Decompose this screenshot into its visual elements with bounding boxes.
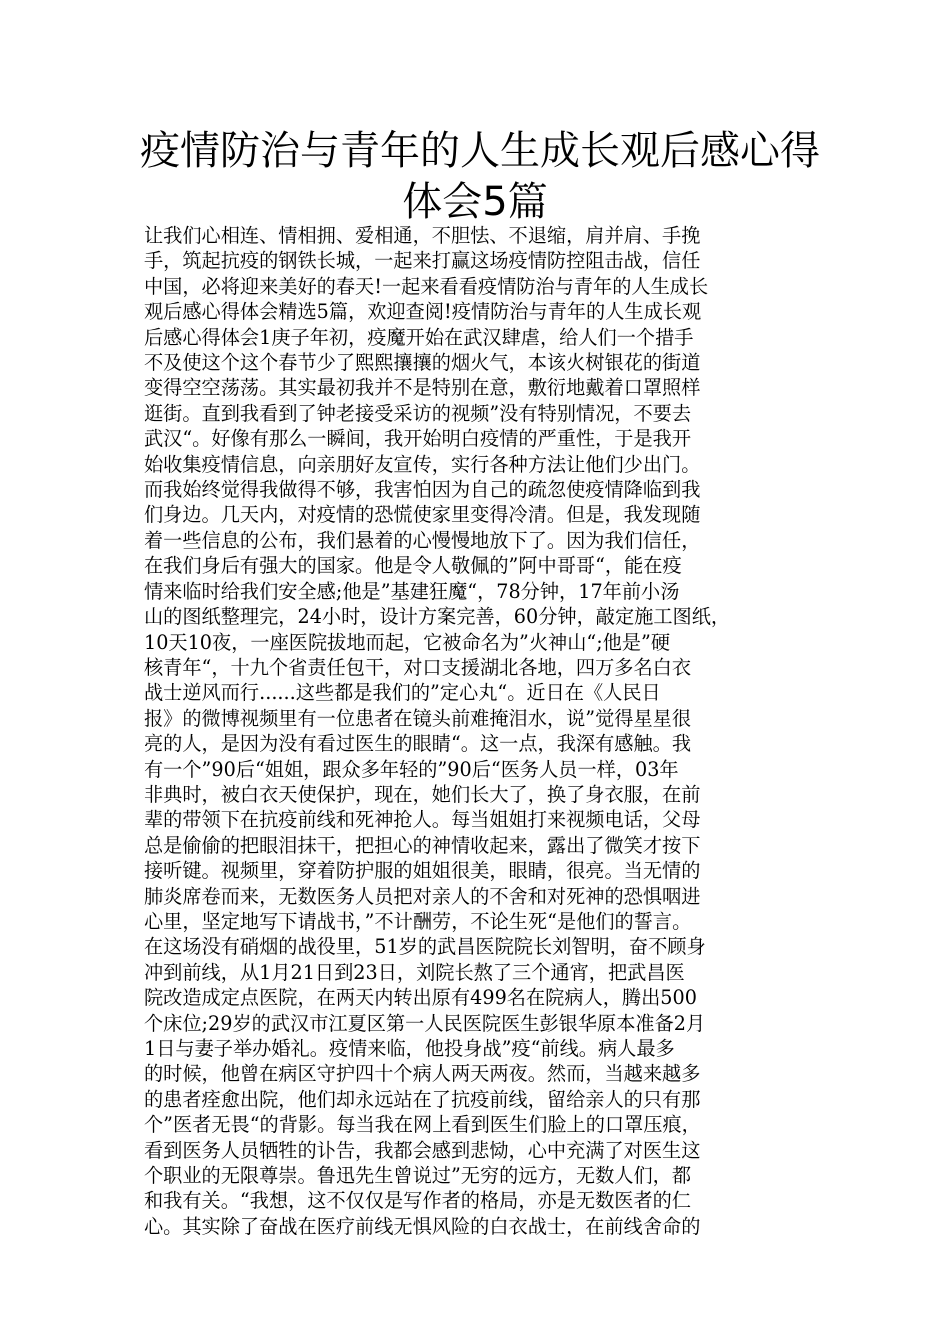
body-line: 中国，必将迎来美好的春天!一起来看看疫情防治与青年的人生成长 xyxy=(144,274,709,298)
body-line: 和我有关。“我想，这不仅仅是写作者的格局，亦是无数医者的仁 xyxy=(144,1189,692,1213)
body-line: 核青年“，十九个省责任包干，对口支援湖北各地，四万多名白衣 xyxy=(144,655,692,679)
title-line: 疫情防治与青年的人生成长观后感心得 xyxy=(140,128,820,174)
body-line: 在我们身后有强大的国家。他是令人敬佩的”阿中哥哥“，能在疫 xyxy=(144,554,682,578)
body-line: 心。其实除了奋战在医疗前线无惧风险的白衣战士，在前线舍命的 xyxy=(144,1214,701,1238)
body-line: 个”医者无畏“的背影。每当我在网上看到医生们脸上的口罩压痕， xyxy=(144,1113,701,1137)
body-line: 始收集疫情信息，向亲朋好友宣传，实行各种方法让他们少出门。 xyxy=(144,452,701,476)
body-line: 山的图纸整理完，24小时，设计方案完善，60分钟，敲定施工图纸， xyxy=(144,605,731,629)
body-line: 院改造成定点医院，在两天内转出原有499名在院病人，腾出500 xyxy=(144,986,697,1010)
body-line: 个职业的无限尊崇。鲁迅先生曾说过”无穷的远方，无数人们，都 xyxy=(144,1164,692,1188)
body-line: 而我始终觉得我做得不够，我害怕因为自己的疏忽使疫情降临到我 xyxy=(144,478,701,502)
title-line: 体会5篇 xyxy=(402,179,548,225)
body-line: 逛街。直到我看到了钟老接受采访的视频”没有特别情况，不要去 xyxy=(144,401,692,425)
body-line: 有一个”90后“姐姐，跟众多年轻的”90后“医务人员一样，03年 xyxy=(144,757,679,781)
body-line: 的患者痊愈出院，他们却永远站在了抗疫前线，留给亲人的只有那 xyxy=(144,1087,701,1111)
body-line: 10天10夜，一座医院拔地而起，它被命名为”火神山“;他是”硬 xyxy=(144,630,671,654)
body-line: 战士逆风而行......这些都是我们的”定心丸“。近日在《人民日 xyxy=(144,681,661,705)
body-line: 报》的微博视频里有一位患者在镜头前难掩泪水，说”觉得星星很 xyxy=(144,706,692,730)
body-line: 总是偷偷的把眼泪抹干，把担心的神情收起来，露出了微笑才按下 xyxy=(144,833,701,857)
document-body xyxy=(144,223,824,1239)
body-line: 辈的带领下在抗疫前线和死神抢人。每当姐姐打来视频电话，父母 xyxy=(144,808,701,832)
body-line: 的时候，他曾在病区守护四十个病人两天两夜。然而，当越来越多 xyxy=(144,1062,701,1086)
body-line: 心里，坚定地写下请战书，”不计酬劳，不论生死“是他们的誓言。 xyxy=(144,909,692,933)
body-line: 冲到前线，从1月21日到23日，刘院长熬了三个通宵，把武昌医 xyxy=(144,960,685,984)
body-line: 非典时，被白衣天使保护，现在，她们长大了，换了身衣服，在前 xyxy=(144,782,701,806)
body-line: 亮的人，是因为没有看过医生的眼睛“。这一点，我深有感触。我 xyxy=(144,732,692,756)
body-line: 看到医务人员牺牲的讣告，我都会感到悲恸，心中充满了对医生这 xyxy=(144,1138,701,1162)
body-line: 着一些信息的公布，我们悬着的心慢慢地放下了。因为我们信任， xyxy=(144,528,701,552)
body-line: 情来临时给我们安全感;他是”基建狂魔“，78分钟，17年前小汤 xyxy=(144,579,680,603)
document-title xyxy=(140,126,820,228)
body-line: 接听键。视频里，穿着防护服的姐姐很美，眼睛，很亮。当无情的 xyxy=(144,859,701,883)
body-line: 肺炎席卷而来，无数医务人员把对亲人的不舍和对死神的恐惧咽进 xyxy=(144,884,701,908)
body-line: 变得空空荡荡。其实最初我并不是特别在意，敷衍地戴着口罩照样 xyxy=(144,376,701,400)
body-line: 在这场没有硝烟的战役里，51岁的武昌医院院长刘智明，奋不顾身 xyxy=(144,935,706,959)
body-line: 后感心得体会1庚子年初，疫魔开始在武汉肆虐，给人们一个措手 xyxy=(144,325,694,349)
body-line: 不及使这个这个春节少了熙熙攘攘的烟火气，本该火树银花的街道 xyxy=(144,351,701,375)
body-line: 1日与妻子举办婚礼。疫情来临，他投身战”疫“前线。病人最多 xyxy=(144,1037,675,1060)
body-line: 个床位;29岁的武汉市江夏区第一人民医院医生彭银华原本准备2月 xyxy=(144,1011,706,1035)
body-line: 武汉“。好像有那么一瞬间，我开始明白疫情的严重性，于是我开 xyxy=(144,427,692,451)
body-line: 观后感心得体会精选5篇，欢迎查阅!疫情防治与青年的人生成长观 xyxy=(144,300,702,324)
body-line: 们身边。几天内，对疫情的恐慌使家里变得冷清。但是，我发现随 xyxy=(144,503,701,527)
body-line: 手，筑起抗疫的钢铁长城，一起来打赢这场疫情防控阻击战，信任 xyxy=(144,249,701,273)
body-line: 让我们心相连、情相拥、爱相通，不胆怯、不退缩，肩并肩、手挽 xyxy=(144,224,701,247)
